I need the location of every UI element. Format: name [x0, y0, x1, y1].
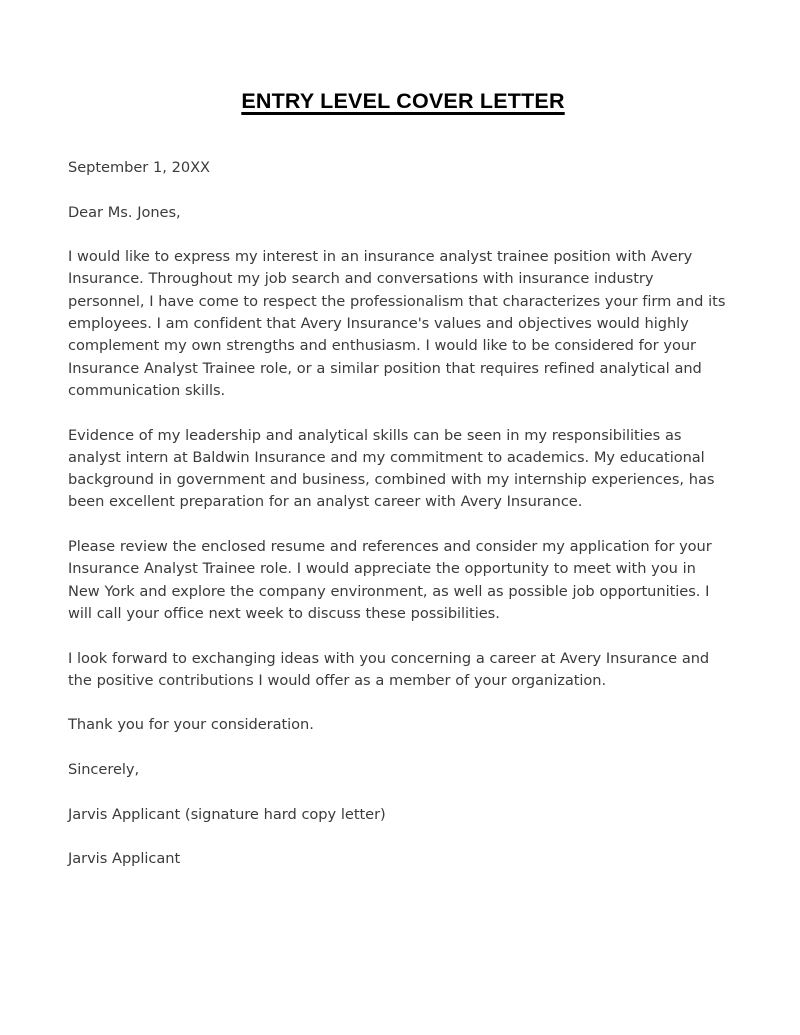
letter-body	[68, 157, 732, 871]
letter-salutation: Dear Ms. Jones,	[68, 203, 181, 221]
letter-thank-you: Thank you for your consideration.	[68, 716, 314, 734]
letter-paragraph-4: I look forward to exchanging ideas with you concerning a career at Avery Insurance and the positive contributions I would offer as a member of your organization.	[68, 649, 710, 689]
letter-closing: Sincerely,	[68, 761, 140, 779]
letter-paragraph-3: Please review the enclosed resume and references and consider my application for your Insurance Analyst Trainee role. I would appreciate the opportunity to meet with you in New York and explore the company environment, as well as possible job opportunities. I will call your office next week to discuss these possibilities.	[68, 538, 712, 622]
letter-date: September 1, 20XX	[68, 159, 210, 176]
letter-content-area	[68, 88, 732, 871]
letter-paragraph-2: Evidence of my leadership and analytical skills can be seen in my responsibilities as analyst intern at Baldwin Insurance and my commitment to academics. My educational background in government and business, combined with my internship experiences, has been excellent preparation for an analyst career with Avery Insurance.	[68, 426, 715, 511]
page-title: ENTRY LEVEL COVER LETTER	[241, 89, 565, 113]
letter-paragraph-1: I would like to express my interest in an insurance analyst trainee position with Avery Insurance. Throughout my job search and conversations with insurance industry personnel, I have come to respect the professionalism that characterizes your firm and its employees. I am confident that Avery Insurance's values and objectives would highly complement my own strengths and enthusiasm. I would like to be considered for your Insurance Analyst Trainee role, or a similar position that requires refined analytical and communication skills.	[68, 248, 726, 399]
letter-signature-line: Jarvis Applicant (signature hard copy letter)	[68, 805, 386, 823]
letter-typed-name: Jarvis Applicant	[68, 850, 181, 868]
